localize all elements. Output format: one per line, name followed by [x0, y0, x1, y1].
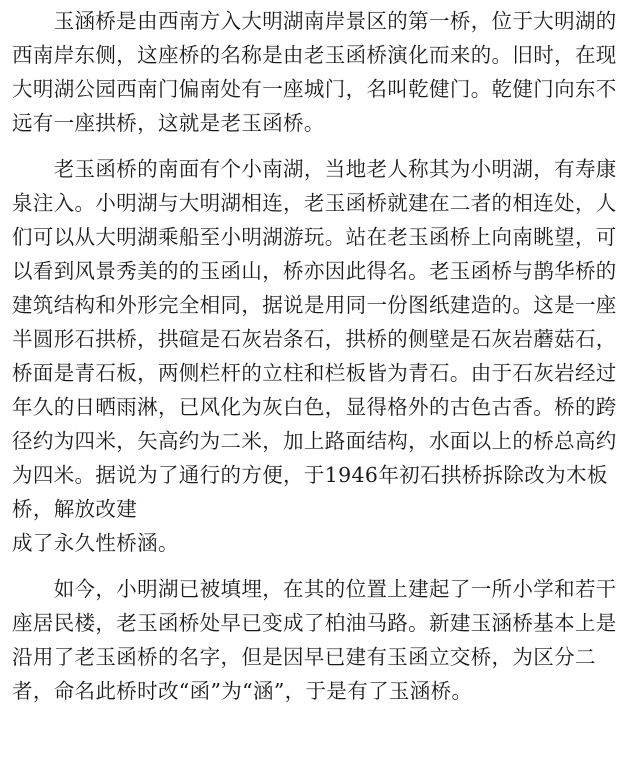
paragraph-1: 玉涵桥是由西南方入大明湖南岸景区的第一桥，位于大明湖的西南岸东侧，这座桥的名称是由老玉函桥演化而来的。旧时，在现大明湖公园西南门偏南处有一座城门，名叫乾健门。乾健门向东不远有一座拱桥，这就是老玉函桥。 [12, 9, 617, 135]
paragraph-2: 老玉函桥的南面有个小南湖，当地老人称其为小明湖，有寿康泉注入。小明湖与大明湖相连，老玉函桥就建在二者的相连处，人们可以从大明湖乘船至小明湖游玩。站在老玉函桥上向南眺望，可以看到风景秀美的的玉函山，桥亦因此得名。老玉函桥与鹊华桥的建筑结构和外形完全相同，据说是用同一份图纸建造的。这是一座半圆形石拱桥，拱碹是石灰岩条石，拱桥的侧壁是石灰岩蘑菇石，桥面是青石板，两侧栏杆的立柱和栏板皆为青石。由于石灰岩经过年久的日晒雨淋，已风化为灰白色，显得格外的古色古香。桥的跨径约为四米，矢高约为二米，加上路面结构，水面以上的桥总高约为四米。据说为了通行的方便，于1946年初石拱桥拆除改为木板桥，解放改建 成了永久性桥涵。 [12, 157, 617, 555]
paragraph-3: 如今，小明湖已被填埋，在其的位置上建起了一所小学和若干座居民楼，老玉函桥处早已变成了柏油马路。新建玉涵桥基本上是沿用了老玉函桥的名字，但是因早已建有玉函立交桥，为区分二者，命名此桥时改“函”为“涵”，于是有了玉涵桥。 [12, 577, 617, 703]
